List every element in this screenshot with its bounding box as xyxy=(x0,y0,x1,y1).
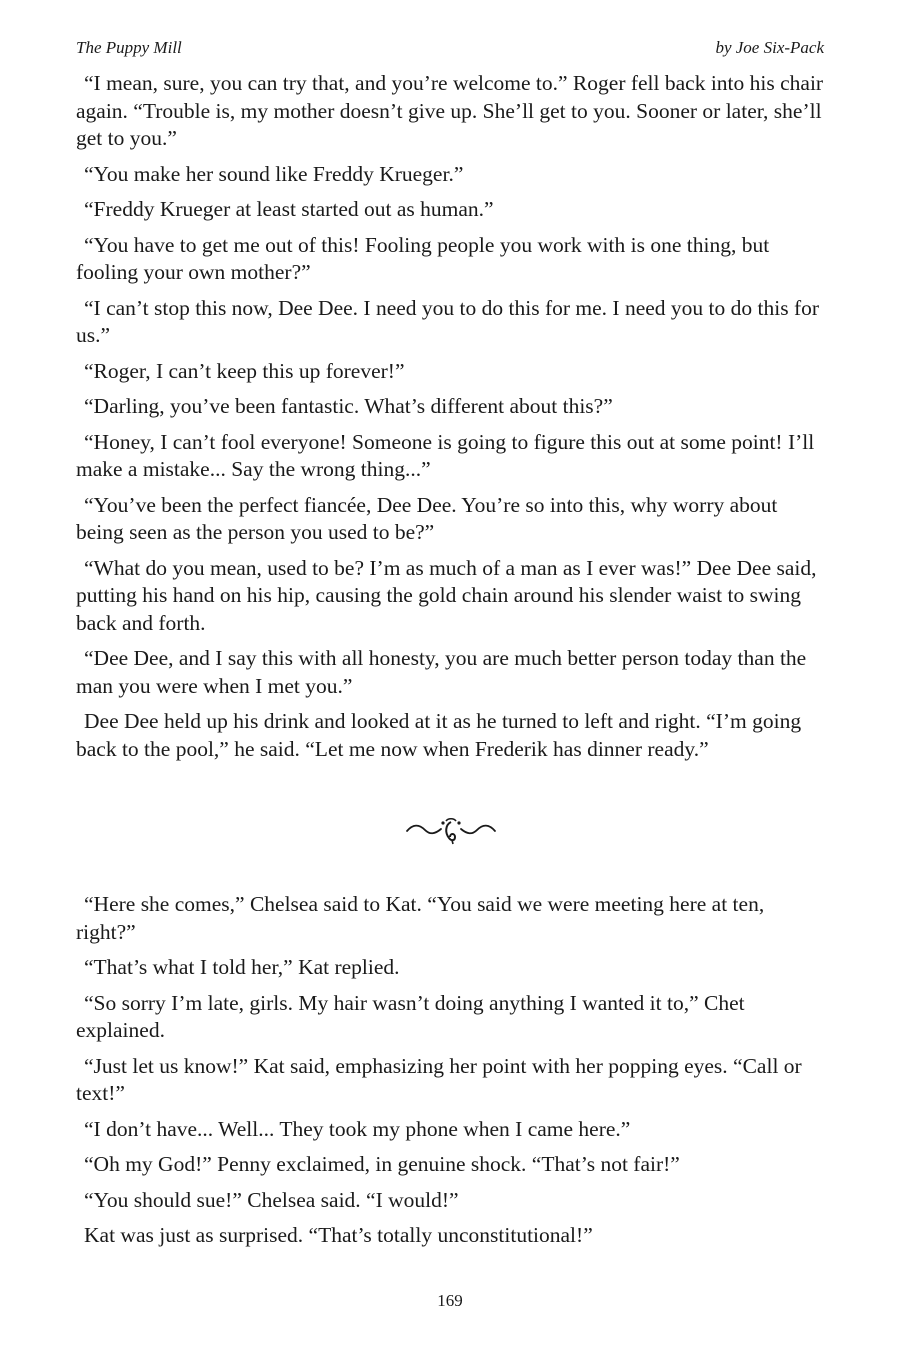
fleuron-divider-icon xyxy=(403,816,499,846)
author-name: by Joe Six-Pack xyxy=(715,38,824,57)
paragraph: “Darling, you’ve been fantastic. What’s different about this?” xyxy=(84,394,613,418)
paragraph: “You make her sound like Freddy Krueger.” xyxy=(84,161,464,186)
page-number: 169 xyxy=(437,1291,463,1310)
paragraph: “Freddy Krueger at least started out as human.” xyxy=(84,197,494,221)
body-text xyxy=(76,70,826,1258)
paragraph: “You have to get me out of this! Fooling people you work with is one thing, but fooling your own mother?” xyxy=(76,232,770,284)
book-title: The Puppy Mill xyxy=(76,38,182,57)
paragraph: “I can’t stop this now, Dee Dee. I need you to do this for me. I need you to do this for us.” xyxy=(76,295,820,347)
paragraph: “That’s what I told her,” Kat replied. xyxy=(84,955,400,979)
paragraph: Kat was just as surprised. “That’s totally unconstitutional!” xyxy=(84,1223,593,1247)
running-header xyxy=(76,38,824,60)
paragraph: “Just let us know!” Kat said, emphasizing her point with her popping eyes. “Call or text!” xyxy=(76,1053,802,1105)
paragraph: “So sorry I’m late, girls. My hair wasn’t doing anything I wanted it to,” Chet explained. xyxy=(76,990,745,1042)
paragraph: “I don’t have... Well... They took my phone when I came here.” xyxy=(84,1116,631,1141)
paragraph: “Oh my God!” Penny exclaimed, in genuine shock. “That’s not fair!” xyxy=(84,1152,680,1176)
paragraph: “I mean, sure, you can try that, and you’re welcome to.” Roger fell back into his chair again. “Trouble is, my mother doesn’t give up. She’ll get to you. Sooner or later, she’ll get to you.” xyxy=(76,71,824,150)
paragraph: “You should sue!” Chelsea said. “I would!” xyxy=(84,1187,459,1212)
paragraph: Dee Dee held up his drink and looked at it as he turned to left and right. “I’m going back to the pool,” he said. “Let me now when Frederik has dinner ready.” xyxy=(76,709,802,761)
paragraph: “Dee Dee, and I say this with all honesty, you are much better person today than the man you were when I met you.” xyxy=(76,646,807,698)
paragraph: “Here she comes,” Chelsea said to Kat. “You said we were meeting here at ten, right?” xyxy=(76,892,765,944)
paragraph: “What do you mean, used to be? I’m as much of a man as I ever was!” Dee Dee said, putting his hand on his hip, causing the gold chain around his slender waist to swing back and forth. xyxy=(76,555,817,635)
paragraph: “You’ve been the perfect fiancée, Dee Dee. You’re so into this, why worry about being seen as the person you used to be?” xyxy=(76,492,778,544)
section-divider xyxy=(76,771,826,891)
paragraph: “Honey, I can’t fool everyone! Someone is going to figure this out at some point! I’ll make a mistake... Say the wrong thing...” xyxy=(76,429,815,481)
paragraph: “Roger, I can’t keep this up forever!” xyxy=(84,358,405,383)
